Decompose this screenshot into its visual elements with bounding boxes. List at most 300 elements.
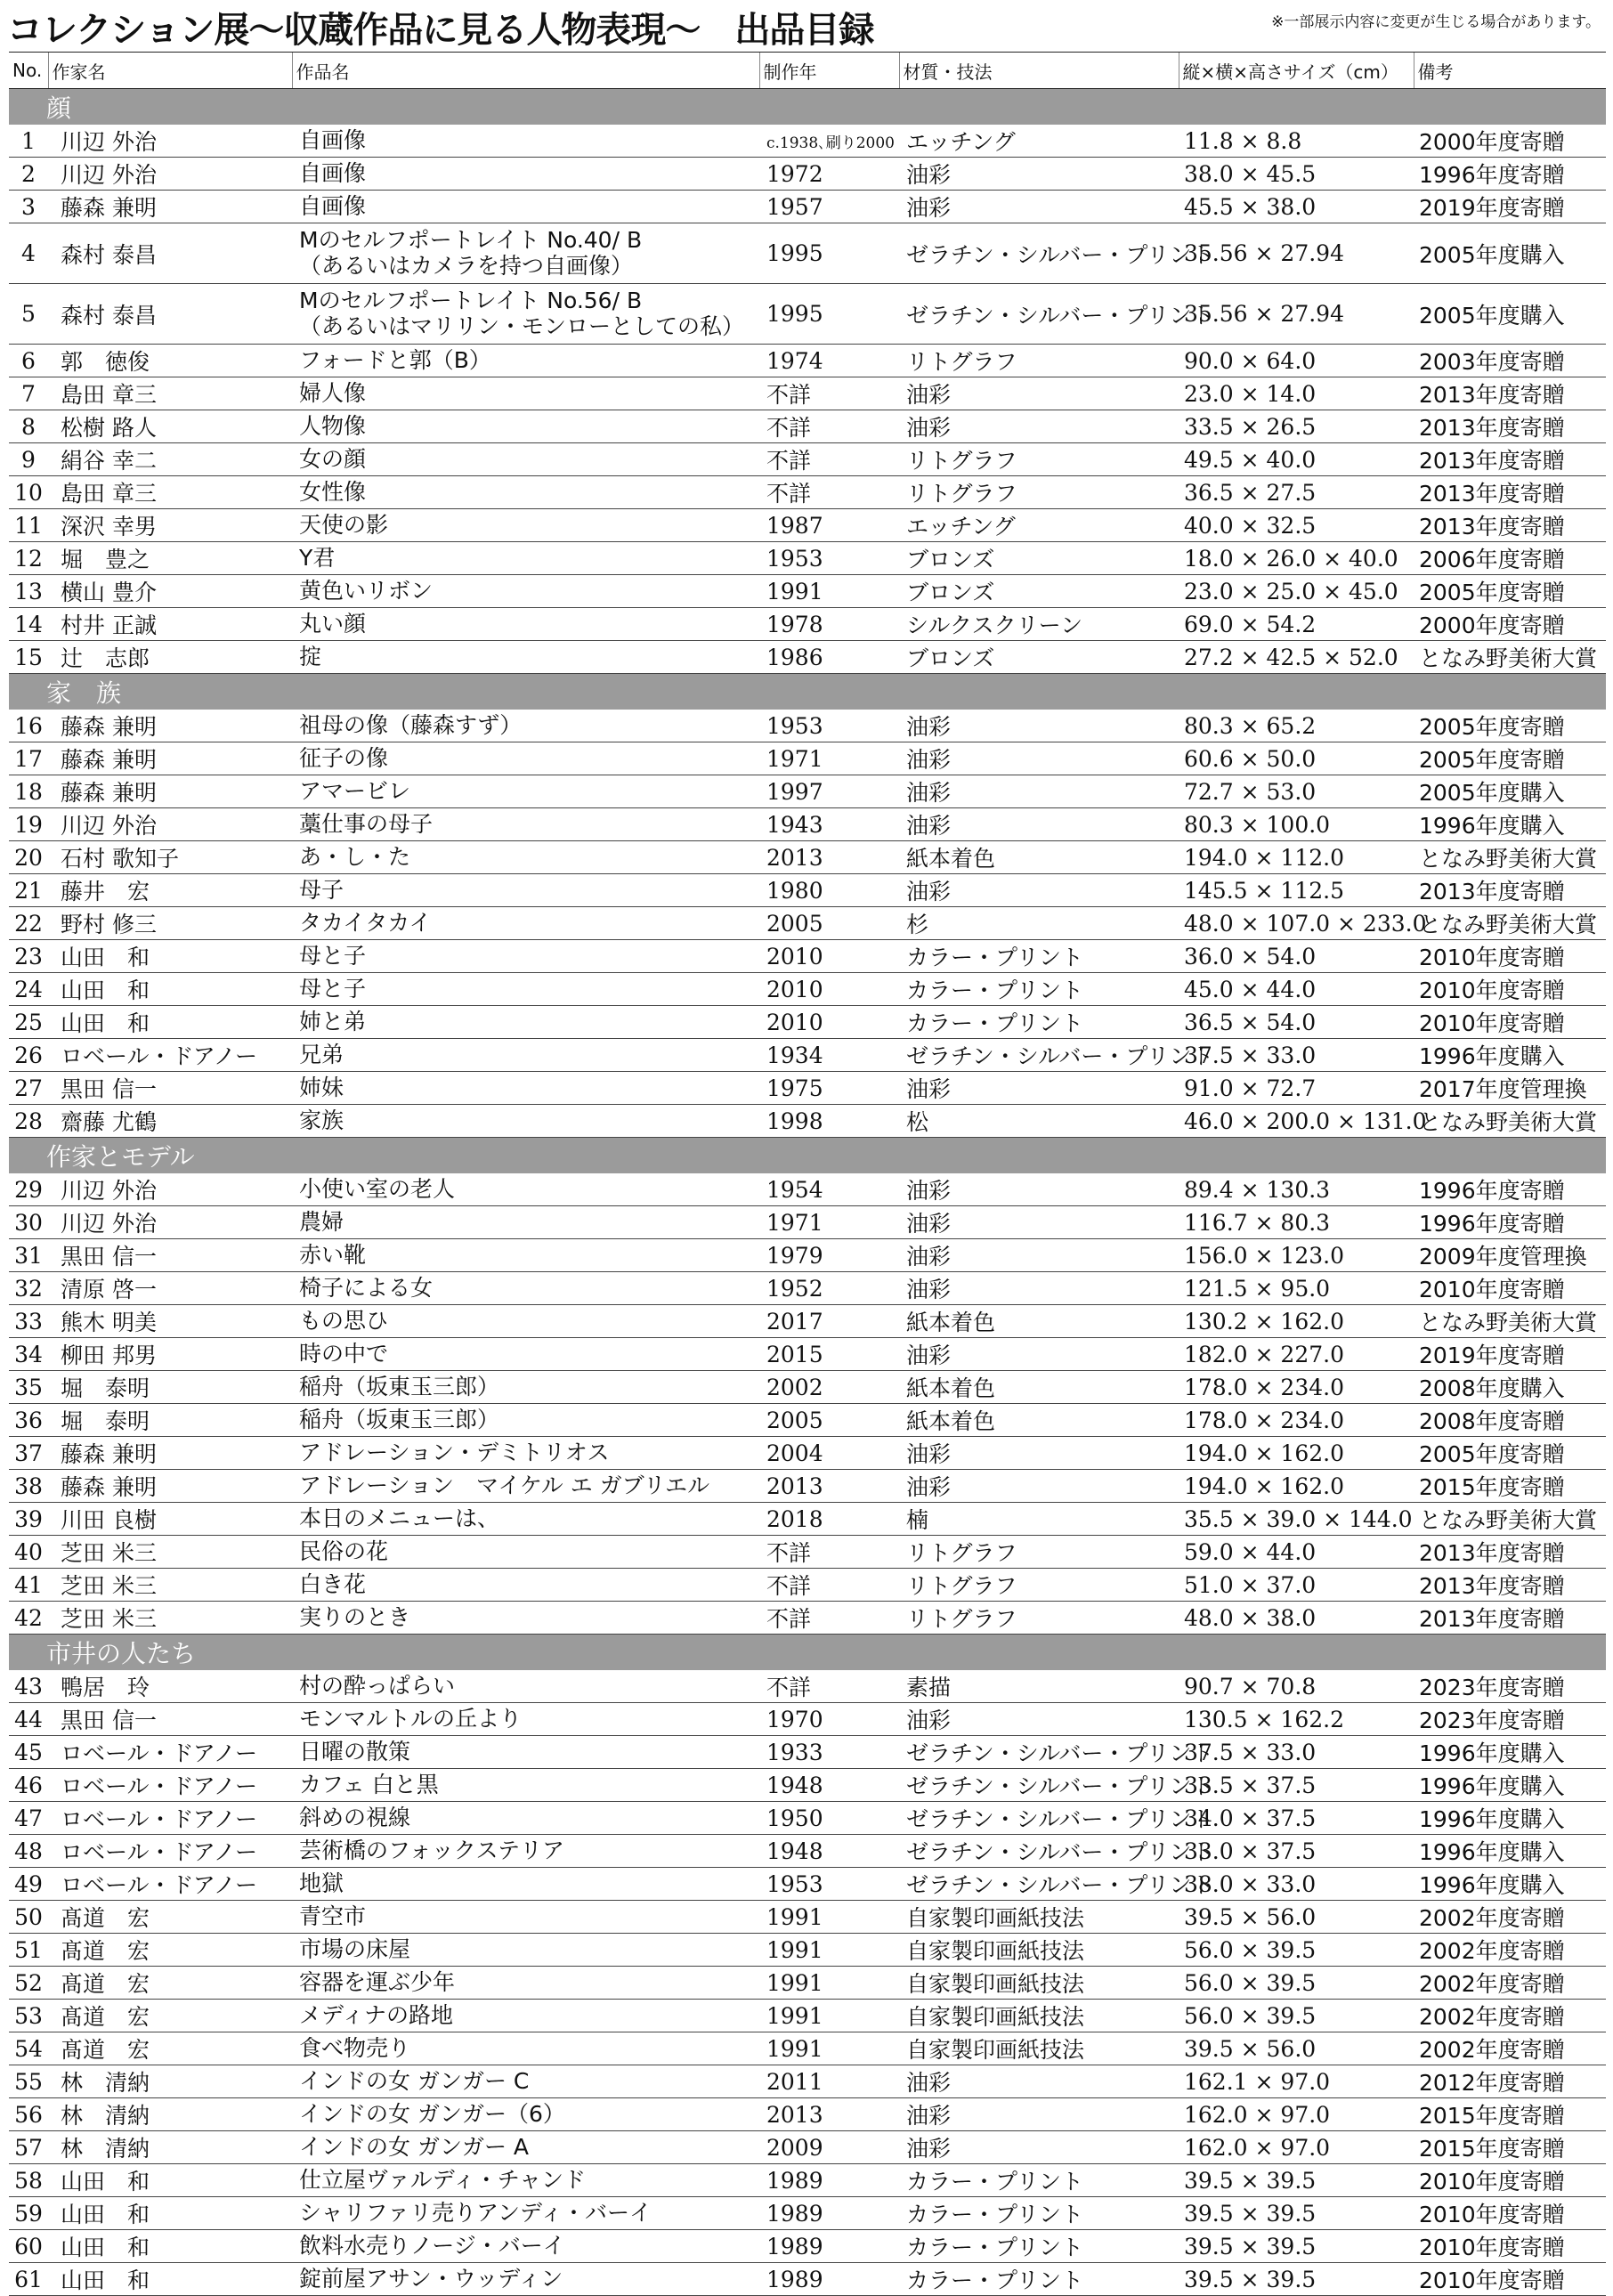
- cell-no: 22: [9, 907, 48, 940]
- cell-artist: 藤井 宏: [48, 874, 292, 907]
- cell-artist: ロベール・ドアノー: [48, 1769, 292, 1802]
- cell-artist: 島田 章三: [48, 377, 292, 410]
- cell-remarks: 1996年度寄贈: [1414, 1206, 1606, 1239]
- table-row: [9, 1736, 1606, 1769]
- table-row: [9, 1769, 1606, 1802]
- cell-work: [292, 410, 759, 443]
- work-title-line1: フォードと郭（B）: [299, 346, 491, 373]
- cell-remarks: 2013年度寄贈: [1414, 1602, 1606, 1635]
- table-row: [9, 808, 1606, 841]
- cell-year: 2013: [759, 2098, 899, 2131]
- work-title-line1: インドの女 ガンガー A: [299, 2133, 529, 2160]
- cell-work: [292, 125, 759, 158]
- cell-work: [292, 443, 759, 476]
- cell-size: 130.5 × 162.2: [1179, 1703, 1414, 1736]
- cell-remarks: 2015年度寄贈: [1414, 1470, 1606, 1503]
- cell-material: 油彩: [899, 808, 1179, 841]
- cell-work: [292, 1338, 759, 1371]
- cell-material: カラー・プリント: [899, 2164, 1179, 2197]
- cell-year: 1953: [759, 542, 899, 575]
- cell-artist: 鴨居 玲: [48, 1670, 292, 1703]
- cell-no: 15: [9, 641, 48, 674]
- cell-artist: 石村 歌知子: [48, 841, 292, 874]
- cell-no: 34: [9, 1338, 48, 1371]
- cell-material: ブロンズ: [899, 542, 1179, 575]
- cell-year: 1971: [759, 1206, 899, 1239]
- cell-work: [292, 284, 759, 345]
- cell-size: 56.0 × 39.5: [1179, 1934, 1414, 1967]
- table-row: [9, 907, 1606, 940]
- cell-material: 楠: [899, 1503, 1179, 1536]
- cell-artist: 芝田 米三: [48, 1569, 292, 1602]
- cell-year: 1933: [759, 1736, 899, 1769]
- table-row: [9, 1338, 1606, 1371]
- cell-remarks: 2013年度寄贈: [1414, 874, 1606, 907]
- cell-remarks: 2005年度購入: [1414, 284, 1606, 345]
- cell-remarks: 2010年度寄贈: [1414, 2164, 1606, 2197]
- cell-no: 6: [9, 345, 48, 377]
- cell-year: 1934: [759, 1039, 899, 1072]
- cell-no: 13: [9, 575, 48, 608]
- cell-remarks: 2002年度寄贈: [1414, 2032, 1606, 2065]
- cell-year: 1978: [759, 608, 899, 641]
- cell-material: ゼラチン・シルバー・プリント: [899, 1736, 1179, 1769]
- cell-no: 9: [9, 443, 48, 476]
- cell-work: [292, 1173, 759, 1206]
- table-row: [9, 775, 1606, 808]
- cell-material: 紙本着色: [899, 1305, 1179, 1338]
- cell-remarks: 2013年度寄贈: [1414, 1536, 1606, 1569]
- work-title-line1: 稲舟（坂東玉三郎）: [299, 1373, 500, 1400]
- cell-work: [292, 2032, 759, 2065]
- cell-work: [292, 973, 759, 1006]
- table-row: [9, 2065, 1606, 2098]
- work-title-line1: 本日のメニューは、: [299, 1505, 500, 1531]
- work-title-line1: モンマルトルの丘より: [299, 1705, 523, 1732]
- cell-no: 10: [9, 476, 48, 509]
- work-title-line1: 芸術橋のフォックステリア: [299, 1837, 565, 1863]
- cell-no: 60: [9, 2230, 48, 2263]
- cell-size: 72.7 × 53.0: [1179, 775, 1414, 808]
- cell-material: 紙本着色: [899, 1404, 1179, 1437]
- cell-material: 自家製印画紙技法: [899, 2000, 1179, 2032]
- cell-remarks: 2012年度寄贈: [1414, 2065, 1606, 2098]
- cell-size: 80.3 × 65.2: [1179, 710, 1414, 742]
- cell-year: 1989: [759, 2263, 899, 2296]
- work-title-line1: Mのセルフポートレイト No.40/ B: [299, 226, 643, 253]
- cell-size: 194.0 × 162.0: [1179, 1470, 1414, 1503]
- cell-remarks: 2013年度寄贈: [1414, 410, 1606, 443]
- table-row: [9, 1437, 1606, 1470]
- section-header-row: [9, 674, 1606, 710]
- cell-artist: ロベール・ドアノー: [48, 1736, 292, 1769]
- cell-remarks: となみ野美術大賞: [1414, 907, 1606, 940]
- cell-material: 油彩: [899, 1173, 1179, 1206]
- cell-work: [292, 1736, 759, 1769]
- work-title-line1: カフェ 白と黒: [299, 1771, 439, 1797]
- cell-no: 8: [9, 410, 48, 443]
- cell-no: 41: [9, 1569, 48, 1602]
- cell-size: 39.5 × 39.5: [1179, 2230, 1414, 2263]
- table-row: [9, 410, 1606, 443]
- cell-work: [292, 223, 759, 284]
- cell-remarks: 2013年度寄贈: [1414, 476, 1606, 509]
- work-title-line1: 掟: [299, 643, 322, 669]
- cell-work: [292, 2263, 759, 2296]
- table-row: [9, 1072, 1606, 1105]
- cell-material: リトグラフ: [899, 1569, 1179, 1602]
- cell-no: 61: [9, 2263, 48, 2296]
- cell-size: 38.0 × 45.5: [1179, 158, 1414, 191]
- cell-size: 162.0 × 97.0: [1179, 2131, 1414, 2164]
- table-row: [9, 1305, 1606, 1338]
- cell-material: 杉: [899, 907, 1179, 940]
- cell-year: 2013: [759, 1470, 899, 1503]
- cell-size: 33.0 × 37.5: [1179, 1835, 1414, 1868]
- cell-remarks: 2010年度寄贈: [1414, 2197, 1606, 2230]
- cell-year: 2010: [759, 940, 899, 973]
- cell-remarks: 2002年度寄贈: [1414, 1967, 1606, 2000]
- cell-no: 42: [9, 1602, 48, 1635]
- cell-size: 37.5 × 33.0: [1179, 1736, 1414, 1769]
- work-title-line1: 家族: [299, 1107, 344, 1133]
- cell-size: 33.5 × 26.5: [1179, 410, 1414, 443]
- cell-year: 1948: [759, 1835, 899, 1868]
- cell-work: [292, 1404, 759, 1437]
- work-title-line1: 姉と弟: [299, 1008, 367, 1034]
- cell-remarks: 2006年度寄贈: [1414, 542, 1606, 575]
- table-row: [9, 284, 1606, 345]
- table-row: [9, 1802, 1606, 1835]
- cell-artist: 山田 和: [48, 2197, 292, 2230]
- cell-remarks: 2010年度寄贈: [1414, 940, 1606, 973]
- cell-year: 1991: [759, 575, 899, 608]
- table-row: [9, 2131, 1606, 2164]
- work-title-line1: Y君: [299, 544, 336, 571]
- cell-material: リトグラフ: [899, 1536, 1179, 1569]
- cell-remarks: 2015年度寄贈: [1414, 2131, 1606, 2164]
- cell-material: 自家製印画紙技法: [899, 1967, 1179, 2000]
- cell-remarks: 2019年度寄贈: [1414, 1338, 1606, 1371]
- cell-artist: 山田 和: [48, 2230, 292, 2263]
- work-title-line1: 市場の床屋: [299, 1935, 411, 1962]
- cell-size: 56.0 × 39.5: [1179, 1967, 1414, 2000]
- cell-year: 不詳: [759, 410, 899, 443]
- section-title: 顔: [9, 89, 1606, 126]
- cell-remarks: 2000年度寄贈: [1414, 608, 1606, 641]
- column-header-size: 縦×横×高さサイズ（cm）: [1179, 53, 1414, 89]
- work-title-line1: インドの女 ガンガー（6）: [299, 2100, 565, 2127]
- table-row: [9, 2032, 1606, 2065]
- cell-no: 4: [9, 223, 48, 284]
- table-row: [9, 742, 1606, 775]
- cell-artist: 堀 豊之: [48, 542, 292, 575]
- cell-year: 1980: [759, 874, 899, 907]
- cell-size: 130.2 × 162.0: [1179, 1305, 1414, 1338]
- cell-work: [292, 1967, 759, 2000]
- cell-material: 油彩: [899, 2065, 1179, 2098]
- table-row: [9, 973, 1606, 1006]
- cell-work: [292, 2230, 759, 2263]
- cell-size: 35.5 × 39.0 × 144.0: [1179, 1503, 1414, 1536]
- table-row: [9, 841, 1606, 874]
- cell-artist: 深沢 幸男: [48, 509, 292, 542]
- work-title-line1: 藁仕事の母子: [299, 810, 434, 837]
- cell-material: 油彩: [899, 1206, 1179, 1239]
- cell-year: 1974: [759, 345, 899, 377]
- cell-no: 52: [9, 1967, 48, 2000]
- cell-year: 不詳: [759, 1670, 899, 1703]
- cell-artist: 山田 和: [48, 1006, 292, 1039]
- work-title-line1: 自画像: [299, 126, 367, 153]
- cell-material: リトグラフ: [899, 476, 1179, 509]
- cell-remarks: 2008年度寄贈: [1414, 1404, 1606, 1437]
- cell-year: 1997: [759, 775, 899, 808]
- cell-year: 2009: [759, 2131, 899, 2164]
- work-title-line1: アドレーション マイケル エ ガブリエル: [299, 1472, 710, 1498]
- cell-size: 145.5 × 112.5: [1179, 874, 1414, 907]
- cell-year: 1972: [759, 158, 899, 191]
- cell-no: 36: [9, 1404, 48, 1437]
- cell-work: [292, 2197, 759, 2230]
- table-row: [9, 345, 1606, 377]
- cell-no: 26: [9, 1039, 48, 1072]
- section-header-row: [9, 89, 1606, 126]
- cell-year: 2013: [759, 841, 899, 874]
- cell-remarks: 2023年度寄贈: [1414, 1670, 1606, 1703]
- cell-artist: 辻 志郎: [48, 641, 292, 674]
- cell-size: 46.0 × 200.0 × 131.0: [1179, 1105, 1414, 1138]
- cell-year: 不詳: [759, 476, 899, 509]
- cell-remarks: 2002年度寄贈: [1414, 1934, 1606, 1967]
- cell-size: 121.5 × 95.0: [1179, 1272, 1414, 1305]
- table-row: [9, 509, 1606, 542]
- cell-year: 1979: [759, 1239, 899, 1272]
- table-row: [9, 191, 1606, 223]
- table-row: [9, 2263, 1606, 2296]
- cell-material: 油彩: [899, 1272, 1179, 1305]
- cell-size: 162.0 × 97.0: [1179, 2098, 1414, 2131]
- cell-artist: 髙道 宏: [48, 1934, 292, 1967]
- cell-size: 34.0 × 37.5: [1179, 1802, 1414, 1835]
- cell-year: 2002: [759, 1371, 899, 1404]
- cell-remarks: 2005年度寄贈: [1414, 575, 1606, 608]
- cell-remarks: 1996年度購入: [1414, 1039, 1606, 1072]
- cell-material: 紙本着色: [899, 841, 1179, 874]
- cell-year: 1953: [759, 1868, 899, 1901]
- cell-material: 油彩: [899, 1239, 1179, 1272]
- cell-material: カラー・プリント: [899, 2263, 1179, 2296]
- section-header-row: [9, 1635, 1606, 1671]
- cell-year: 1989: [759, 2230, 899, 2263]
- cell-work: [292, 2065, 759, 2098]
- section-title: 家 族: [9, 674, 1606, 710]
- cell-size: 162.1 × 97.0: [1179, 2065, 1414, 2098]
- cell-no: 55: [9, 2065, 48, 2098]
- cell-size: 35.56 × 27.94: [1179, 284, 1414, 345]
- cell-no: 31: [9, 1239, 48, 1272]
- cell-work: [292, 575, 759, 608]
- work-title-line1: 母子: [299, 876, 344, 903]
- cell-no: 37: [9, 1437, 48, 1470]
- cell-material: シルクスクリーン: [899, 608, 1179, 641]
- work-title-line1: 仕立屋ヴァルディ・チャンド: [299, 2166, 587, 2193]
- cell-material: 油彩: [899, 2131, 1179, 2164]
- cell-size: 69.0 × 54.2: [1179, 608, 1414, 641]
- cell-no: 29: [9, 1173, 48, 1206]
- cell-remarks: 1996年度購入: [1414, 808, 1606, 841]
- cell-material: 油彩: [899, 1437, 1179, 1470]
- table-row: [9, 1868, 1606, 1901]
- table-row: [9, 1105, 1606, 1138]
- table-row: [9, 1536, 1606, 1569]
- cell-work: [292, 1802, 759, 1835]
- column-header-work: 作品名: [292, 53, 759, 89]
- cell-work: [292, 1835, 759, 1868]
- cell-work: [292, 1868, 759, 1901]
- cell-artist: 林 清納: [48, 2098, 292, 2131]
- cell-artist: 堀 泰明: [48, 1404, 292, 1437]
- table-row: [9, 1006, 1606, 1039]
- cell-size: 39.5 × 39.5: [1179, 2197, 1414, 2230]
- cell-material: ゼラチン・シルバー・プリント: [899, 1835, 1179, 1868]
- cell-work: [292, 841, 759, 874]
- cell-year: 1952: [759, 1272, 899, 1305]
- cell-year: 1991: [759, 2000, 899, 2032]
- cell-material: カラー・プリント: [899, 973, 1179, 1006]
- cell-artist: 森村 泰昌: [48, 223, 292, 284]
- table-row: [9, 1206, 1606, 1239]
- cell-material: ブロンズ: [899, 641, 1179, 674]
- work-title-line1: 民俗の花: [299, 1537, 389, 1564]
- cell-material: リトグラフ: [899, 443, 1179, 476]
- cell-artist: ロベール・ドアノー: [48, 1802, 292, 1835]
- cell-no: 43: [9, 1670, 48, 1703]
- cell-no: 39: [9, 1503, 48, 1536]
- cell-remarks: 2023年度寄贈: [1414, 1703, 1606, 1736]
- cell-remarks: 2002年度寄贈: [1414, 1901, 1606, 1934]
- cell-artist: 熊木 明美: [48, 1305, 292, 1338]
- cell-work: [292, 907, 759, 940]
- cell-artist: 山田 和: [48, 2164, 292, 2197]
- cell-no: 44: [9, 1703, 48, 1736]
- cell-work: [292, 808, 759, 841]
- cell-size: 39.5 × 56.0: [1179, 1901, 1414, 1934]
- cell-artist: 野村 修三: [48, 907, 292, 940]
- work-title-line1: 時の中で: [299, 1340, 389, 1367]
- cell-material: 松: [899, 1105, 1179, 1138]
- work-title-line1: 兄弟: [299, 1041, 344, 1067]
- cell-year: 1948: [759, 1769, 899, 1802]
- cell-artist: 村井 正誠: [48, 608, 292, 641]
- cell-work: [292, 1105, 759, 1138]
- cell-year: 1989: [759, 2197, 899, 2230]
- cell-no: 28: [9, 1105, 48, 1138]
- cell-size: 39.5 × 39.5: [1179, 2263, 1414, 2296]
- column-header-no: No.: [9, 53, 48, 89]
- cell-size: 90.0 × 64.0: [1179, 345, 1414, 377]
- cell-no: 50: [9, 1901, 48, 1934]
- cell-year: c.1938､刷り2000: [759, 125, 899, 158]
- cell-size: 89.4 × 130.3: [1179, 1173, 1414, 1206]
- section-title: 作家とモデル: [9, 1138, 1606, 1174]
- cell-remarks: 2005年度購入: [1414, 775, 1606, 808]
- cell-remarks: となみ野美術大賞: [1414, 1503, 1606, 1536]
- table-row: [9, 1039, 1606, 1072]
- cell-remarks: 2010年度寄贈: [1414, 1272, 1606, 1305]
- cell-no: 47: [9, 1802, 48, 1835]
- cell-material: カラー・プリント: [899, 2230, 1179, 2263]
- cell-artist: 髙道 宏: [48, 1901, 292, 1934]
- cell-no: 19: [9, 808, 48, 841]
- table-row: [9, 377, 1606, 410]
- cell-no: 5: [9, 284, 48, 345]
- table-row: [9, 1835, 1606, 1868]
- column-header-material: 材質・技法: [899, 53, 1179, 89]
- work-title-line1: 人物像: [299, 412, 367, 439]
- cell-size: 48.0 × 107.0 × 233.0: [1179, 907, 1414, 940]
- work-title-line1: 女性像: [299, 478, 367, 505]
- cell-material: ゼラチン・シルバー・プリント: [899, 284, 1179, 345]
- section-header-row: [9, 1138, 1606, 1174]
- cell-remarks: 2013年度寄贈: [1414, 509, 1606, 542]
- work-title-line1: 椅子による女: [299, 1274, 434, 1301]
- cell-material: ゼラチン・シルバー・プリント: [899, 1868, 1179, 1901]
- work-title-line1: 日曜の散策: [299, 1738, 411, 1765]
- cell-no: 46: [9, 1769, 48, 1802]
- cell-size: 48.0 × 38.0: [1179, 1602, 1414, 1635]
- cell-year: 1991: [759, 1934, 899, 1967]
- cell-work: [292, 775, 759, 808]
- cell-size: 40.0 × 32.5: [1179, 509, 1414, 542]
- cell-artist: 川辺 外治: [48, 1173, 292, 1206]
- work-title-line1: 錠前屋アサン・ウッディン: [299, 2265, 563, 2292]
- cell-remarks: となみ野美術大賞: [1414, 1105, 1606, 1138]
- cell-material: 油彩: [899, 1338, 1179, 1371]
- table-row: [9, 1703, 1606, 1736]
- cell-material: 自家製印画紙技法: [899, 1901, 1179, 1934]
- table-row: [9, 1503, 1606, 1536]
- cell-artist: 川辺 外治: [48, 125, 292, 158]
- cell-no: 24: [9, 973, 48, 1006]
- cell-material: 油彩: [899, 742, 1179, 775]
- cell-remarks: 2002年度寄贈: [1414, 2000, 1606, 2032]
- cell-no: 18: [9, 775, 48, 808]
- cell-no: 59: [9, 2197, 48, 2230]
- cell-remarks: 1996年度購入: [1414, 1835, 1606, 1868]
- cell-work: [292, 1206, 759, 1239]
- cell-artist: 髙道 宏: [48, 2032, 292, 2065]
- cell-size: 156.0 × 123.0: [1179, 1239, 1414, 1272]
- cell-remarks: 1996年度購入: [1414, 1736, 1606, 1769]
- cell-artist: 藤森 兼明: [48, 191, 292, 223]
- cell-material: 油彩: [899, 1703, 1179, 1736]
- cell-artist: 絹谷 幸二: [48, 443, 292, 476]
- cell-artist: 藤森 兼明: [48, 710, 292, 742]
- table-row: [9, 158, 1606, 191]
- cell-size: 59.0 × 44.0: [1179, 1536, 1414, 1569]
- cell-no: 16: [9, 710, 48, 742]
- cell-artist: 髙道 宏: [48, 1967, 292, 2000]
- cell-artist: 山田 和: [48, 2263, 292, 2296]
- cell-work: [292, 1503, 759, 1536]
- cell-artist: 島田 章三: [48, 476, 292, 509]
- cell-work: [292, 1470, 759, 1503]
- cell-artist: 山田 和: [48, 940, 292, 973]
- cell-size: 91.0 × 72.7: [1179, 1072, 1414, 1105]
- table-body: [9, 89, 1606, 2296]
- work-title-line1: 黄色いリボン: [299, 577, 434, 604]
